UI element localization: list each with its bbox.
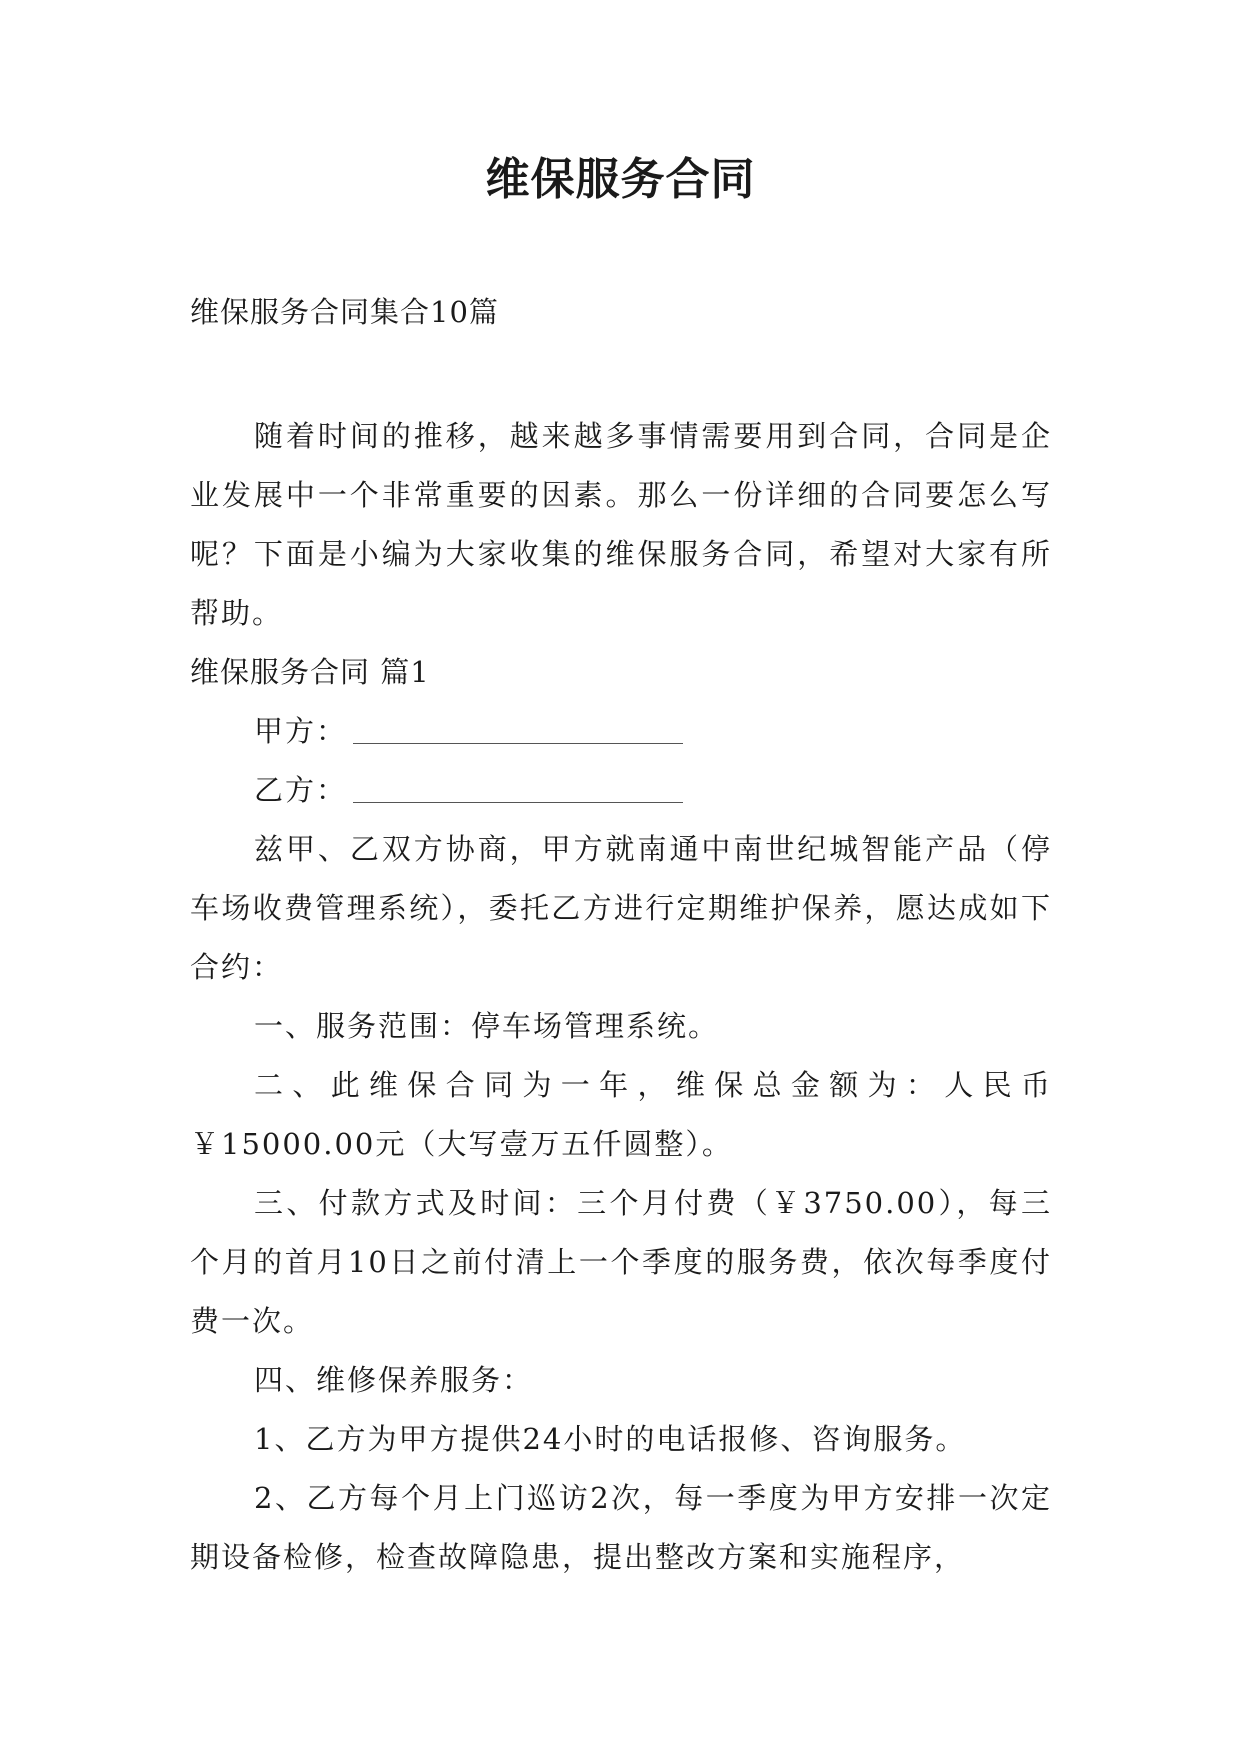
party-b-blank-line <box>353 782 683 803</box>
document-subtitle: 维保服务合同集合10篇 <box>190 295 499 329</box>
party-b-label: 乙方： <box>254 773 348 807</box>
party-b-row <box>190 761 1052 820</box>
document-title: 维保服务合同 <box>485 154 756 205</box>
clause-maintenance-heading: 四、维修保养服务： <box>254 1363 534 1397</box>
party-a-row <box>190 702 1052 761</box>
party-a-blank-line <box>353 723 683 744</box>
clause-service-scope: 一、服务范围：停车场管理系统。 <box>254 1009 720 1043</box>
clause-onsite-visits: 2、乙方每个月上门巡访2次，每一季度为甲方安排一次定期设备检修，检查故障隐患，提出整改方案和实施程序， <box>190 1481 1052 1574</box>
clause-phone-support: 1、乙方为甲方提供24小时的电话报修、咨询服务。 <box>254 1422 967 1456</box>
party-a-label: 甲方： <box>254 714 348 748</box>
clause-payment-terms: 三、付款方式及时间：三个月付费（￥3750.00），每三个月的首月10日之前付清上一个季度的服务费，依次每季度付费一次。 <box>190 1186 1052 1338</box>
document-body <box>190 407 1052 1587</box>
intro-paragraph: 随着时间的推移，越来越多事情需要用到合同，合同是企业发展中一个非常重要的因素。那么一份详细的合同要怎么写呢？下面是小编为大家收集的维保服务合同，希望对大家有所帮助。 <box>190 419 1052 630</box>
agreement-paragraph: 兹甲、乙双方协商，甲方就南通中南世纪城智能产品（停车场收费管理系统），委托乙方进行定期维护保养，愿达成如下合约： <box>190 832 1052 984</box>
section-heading: 维保服务合同 篇1 <box>190 655 430 689</box>
clause-contract-amount: 二、此维保合同为一年，维保总金额为：人民币￥15000.00元（大写壹万五仟圆整）。 <box>190 1068 1052 1161</box>
